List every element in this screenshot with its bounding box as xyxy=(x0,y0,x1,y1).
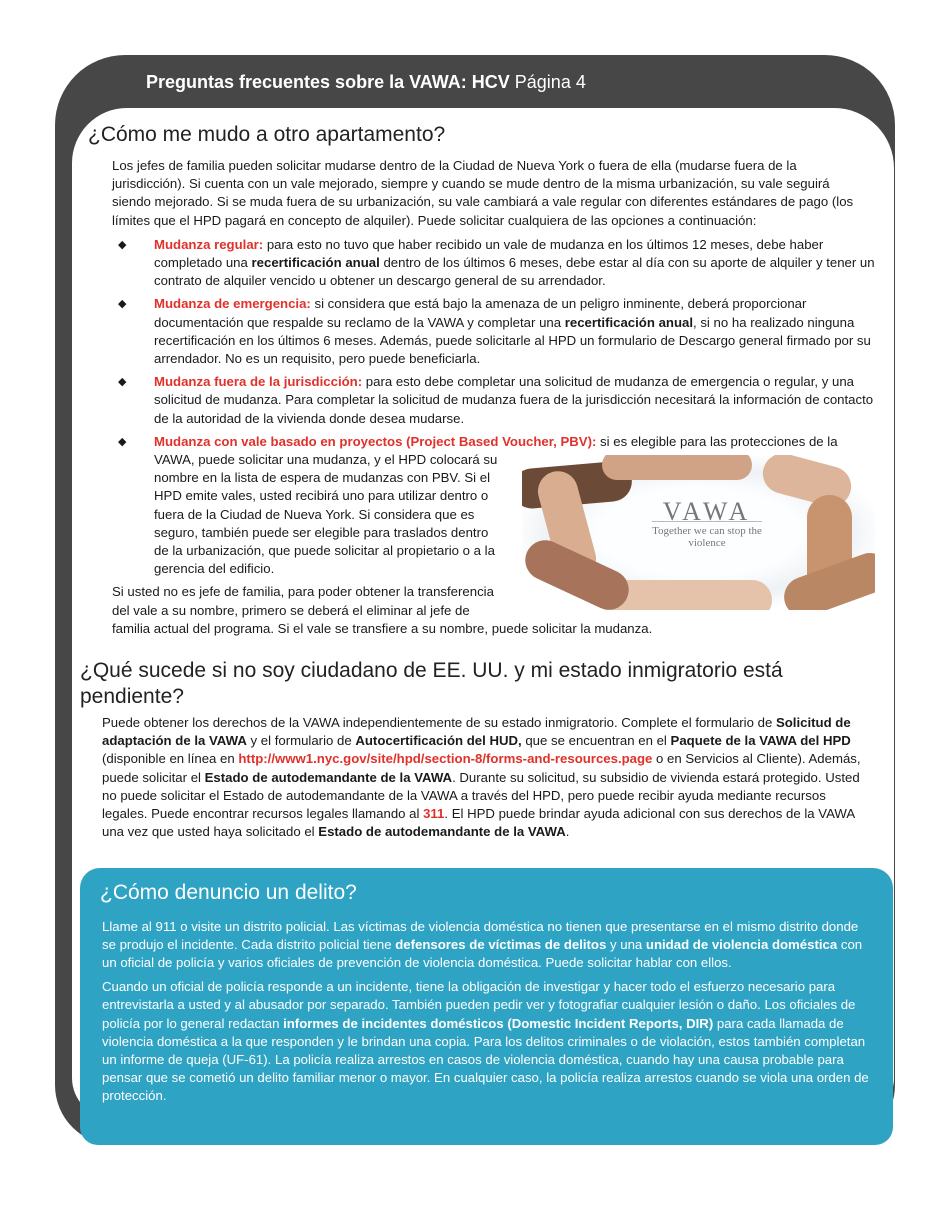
moving-options-list xyxy=(112,236,878,579)
text-segment: Los jefes de familia pueden solicitar mudarse dentro de la Ciudad de Nueva York o fuera de ella (mudarse fuera de la jurisdicción). Si cuenta con un vale mejorado, siempre y cuando se mude dentro de la misma urbanización, su vale seguirá siendo mejorado. Si se muda fuera de su urbanización, su vale cambiará a vale regular con diferentes estándares de pago (los límites que el HPD pagará en concepto de alquiler). Puede solicitar cualquiera de las opciones a continuación: xyxy=(112,158,854,228)
text-segment: Puede obtener los derechos de la VAWA independientemente de su estado inmigratorio. Complete el formulario de xyxy=(102,715,776,731)
text-segment: (disponible en línea en xyxy=(102,751,239,767)
text-segment: si es elegible para las protecciones de la VAWA, puede solicitar una mudanza, y el HPD colocará su nombre en la lista de espera de mudanzas con PBV. Si el HPD emite vales, usted recibirá uno para utilizar dentro o fuera de la Ciudad de Nueva York. Si considera que es seguro, también puede ser elegible para traslados dentro de la urbanización, que puede solicitar al propietario o a la gerencia del edificio. xyxy=(154,433,838,577)
vawa-logo-title: VAWA xyxy=(652,503,762,522)
emphasis-text: 311 xyxy=(423,806,445,822)
list-item-text xyxy=(154,237,875,288)
emphasis-text: recertificación anual xyxy=(251,255,380,271)
text-segment: . Durante su solicitud, su subsidio de vivienda estará protegido. Usted no puede solicitar el Estado de autodemandante de la VAWA a través del HPD, pero puede recibir ayuda mediante recursos legales. Puede encontrar recursos legales llamando al xyxy=(102,769,860,822)
section-heading-moving: ¿Cómo me mudo a otro apartamento? xyxy=(88,123,446,146)
vawa-logo-caption: Together we can stop the violence xyxy=(652,525,762,550)
emphasis-text: Estado de autodemandante de la VAWA xyxy=(204,769,453,785)
emphasis-text: Estado de autodemandante de la VAWA xyxy=(318,824,566,840)
text-segment: para cada llamada de violencia doméstica a la que responden y le brindan una copia. Para los delitos criminales o de violación, estos también completan un informe de queja (UF-61). La policía realiza arrestos en casos de violencia doméstica, cuando hay una causa probable para pensar que se cometió un delito familiar menor o mayor. En cualquier caso, la policía realiza arrestos cuando se viola una orden de protección. xyxy=(102,1015,869,1104)
emphasis-text: Autocertificación del HUD, xyxy=(355,733,522,749)
diamond-bullet-icon: ◆ xyxy=(118,298,127,311)
text-segment: Llame al 911 o visite un distrito policial. Las víctimas de violencia doméstica no tienen que presentarse en el mismo distrito donde se produjo el incidente. Cada distrito policial tiene xyxy=(102,918,859,952)
page-header xyxy=(146,72,586,93)
emphasis-text: informes de incidentes domésticos (Domestic Incident Reports, DIR) xyxy=(283,1015,714,1031)
list-item xyxy=(112,295,878,368)
text-segment: y el formulario de xyxy=(246,733,356,749)
emphasis-text: recertificación anual xyxy=(564,314,694,330)
text-segment: . El HPD puede brindar ayuda adicional con sus derechos de la VAWA una vez que usted haya solicitado el xyxy=(102,806,855,840)
list-item-text xyxy=(154,374,873,425)
list-item xyxy=(112,433,878,579)
text-segment: con un oficial de policía y varios oficiales de prevención de violencia doméstica. Puede solicitar hablar con ellos. xyxy=(102,936,863,970)
emphasis-text: Mudanza regular: xyxy=(154,236,264,252)
vawa-hands-image xyxy=(522,455,875,610)
list-item xyxy=(112,373,878,428)
list-item-text xyxy=(154,296,871,366)
diamond-bullet-icon: ◆ xyxy=(118,376,127,389)
emphasis-text: Mudanza con vale basado en proyectos (Project Based Voucher, PBV): xyxy=(154,433,597,449)
emphasis-text: unidad de violencia doméstica xyxy=(645,936,838,952)
emphasis-text: Mudanza de emergencia: xyxy=(154,296,311,312)
text-segment: dentro de los últimos 6 meses, debe estar al día con su aporte de alquiler y tener un contrato de alquiler vencido u obtener un descargo general de su arrendador. xyxy=(154,255,875,289)
emphasis-text: Mudanza fuera de la jurisdicción: xyxy=(154,374,363,390)
text-segment: Cuando un oficial de policía responde a un incidente, tiene la obligación de investigar y hacer todo el esfuerzo necesario para entrevistarla a usted y al abusador por separado. También pueden pedir ver y fotografiar cualquier lesión o daño. Los oficiales de policía por lo general redactan xyxy=(102,979,856,1031)
report-crime-para-2 xyxy=(102,978,872,1105)
text-segment: para esto no tuvo que haber recibido un vale de mudanza en los últimos 12 meses, debe haber completado una xyxy=(154,236,824,271)
text-segment: o en Servicios al Cliente). Además, puede solicitar el xyxy=(102,751,861,785)
header-title: Preguntas frecuentes sobre la VAWA: HCV xyxy=(146,72,510,92)
section-heading-report-crime: ¿Cómo denuncio un delito? xyxy=(100,880,357,904)
page-content xyxy=(80,122,878,1145)
emphasis-text: Paquete de la VAWA del HPD xyxy=(670,733,851,749)
diamond-bullet-icon: ◆ xyxy=(118,435,127,448)
text-segment: para esto debe completar una solicitud de mudanza de emergencia o regular, y una solicitud de mudanza. Para completar la solicitud de mudanza fuera de la jurisdicción necesitará la información de contacto de la autoridad de la vivienda donde desea mudarse. xyxy=(154,374,874,426)
section-heading-immigration: ¿Qué sucede si no soy ciudadano de EE. UU. y mi estado inmigratorio está pendiente? xyxy=(80,659,783,709)
text-segment: Si usted no es jefe de familia, para poder obtener la transferencia del vale a su nombre, primero se deberá el eliminar al jefe de familia actual del programa. Si el vale se transfiere a su nombre, puede solicitar la mudanza. xyxy=(112,584,653,636)
immigration-body xyxy=(102,714,862,841)
text-segment: si considera que está bajo la amenaza de un peligro inminente, deberá proporcionar documentación que respalde su reclamo de la VAWA y completar una xyxy=(154,296,807,330)
moving-intro xyxy=(112,157,867,230)
emphasis-text: Solicitud de adaptación de la VAWA xyxy=(102,715,851,749)
text-segment: . xyxy=(565,824,570,840)
text-segment: que se encuentran en el xyxy=(521,733,671,749)
hpd-forms-link[interactable]: http://www1.nyc.gov/site/hpd/section-8/forms-and-resources.page xyxy=(238,751,653,767)
text-segment: , si no ha realizado ninguna recertificación en los últimos 6 meses. Además, puede solicitarle al HPD un formulario de Descargo general firmado por su arrendador. No es un requisito, pero puede beneficiarla. xyxy=(154,314,871,367)
list-item xyxy=(112,236,878,291)
page-number: Página 4 xyxy=(514,72,586,92)
diamond-bullet-icon: ◆ xyxy=(118,238,127,251)
report-crime-box xyxy=(80,868,893,1145)
report-crime-para-1 xyxy=(102,918,872,973)
vawa-logo xyxy=(652,496,762,550)
text-segment: y una xyxy=(606,936,646,952)
emphasis-text: defensores de víctimas de delitos xyxy=(395,936,607,952)
